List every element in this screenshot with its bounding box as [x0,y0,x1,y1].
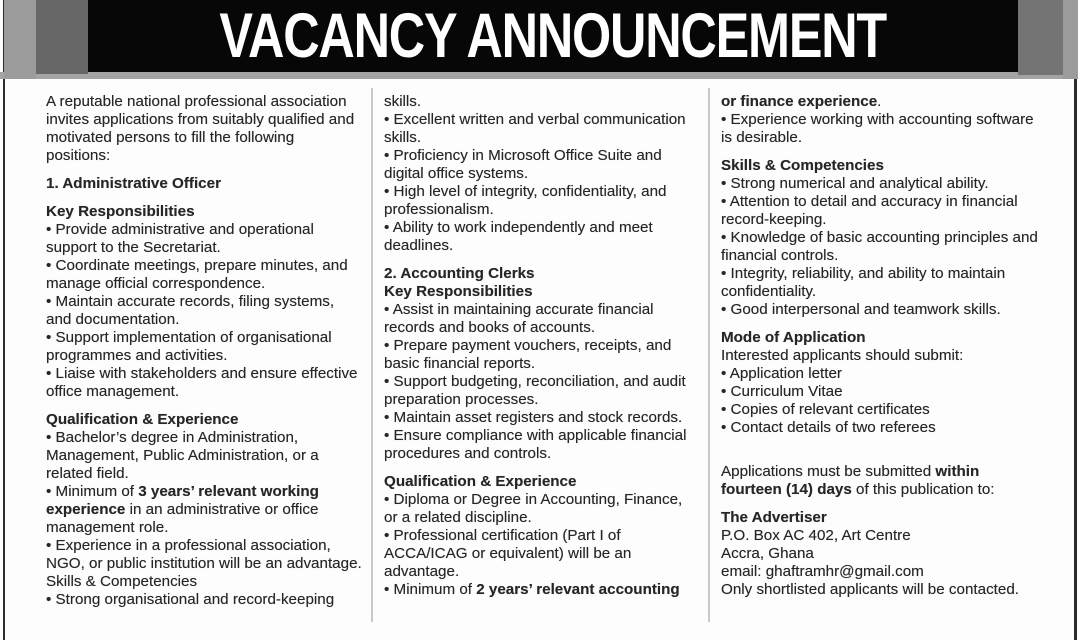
text-run: • Prepare payment vouchers, receipts, and basic financial reports. [384,337,672,372]
text-run: • Proficiency in Microsoft Office Suite and digital office systems. [384,147,662,182]
bullet-item [384,491,698,527]
bold-text-run: 2 years’ relevant accounting [476,581,680,598]
section-heading [721,509,1038,527]
column-1 [46,93,362,609]
paragraph-gap [384,255,698,265]
text-run: Qualification & Experience [384,473,577,490]
bullet-item [384,409,698,427]
section-heading [384,265,698,283]
text-run: The Advertiser [721,509,827,526]
text-run: Mode of Application [721,329,866,346]
bullet-item [46,591,362,609]
bullet-item [384,427,698,463]
bold-text-run: within fourteen (14) days [721,463,980,498]
bullet-item [384,581,698,599]
section-heading [721,157,1038,175]
bullet-item [46,221,362,257]
paragraph-gap [721,437,1038,463]
text-run: • Assist in maintaining accurate financial records and books of accounts. [384,301,654,336]
paragraph-gap [46,401,362,411]
text-run: • Minimum of [384,581,477,598]
text-run: • Experience in a professional association, NGO, or public institution will be an advantage. [46,537,362,572]
text-run: • Professional certification (Part I of ACCA/ICAG or equivalent) will be an advantage. [384,527,632,580]
bullet-item [46,293,362,329]
section-heading [384,283,698,301]
text-run: • Contact details of two referees [721,419,936,436]
right-edge-rule [1074,0,1077,640]
bullet-item [384,147,698,183]
text-run: • High level of integrity, confidentiality, and professionalism. [384,183,667,218]
text-run: • Ability to work independently and meet deadlines. [384,219,653,254]
text-run: • Bachelor’s degree in Administration, Management, Public Administration, or a related field. [46,429,319,482]
text-run: • Strong numerical and analytical ability. [721,175,989,192]
text-run: Interested applicants should submit: [721,347,964,364]
text-run: • Excellent written and verbal communication skills. [384,111,686,146]
text-run: skills. [384,93,422,110]
column-2 [384,93,698,599]
text-run: • Diploma or Degree in Accounting, Finance, or a related discipline. [384,491,683,526]
text-paragraph [384,93,698,111]
text-run: • Good interpersonal and teamwork skills. [721,301,1001,318]
paragraph-gap [46,165,362,175]
bullet-item [721,419,1038,437]
text-run: of this publication to: [851,481,995,498]
section-heading [46,175,362,193]
text-paragraph [46,93,362,165]
text-run: • Coordinate meetings, prepare minutes, and manage official correspondence. [46,257,348,292]
text-run: • Support budgeting, reconciliation, and audit preparation processes. [384,373,686,408]
text-paragraph [721,581,1038,599]
text-run: • Copies of relevant certificates [721,401,930,418]
text-run: in an administrative or office management role. [46,501,319,536]
banner-left-dark-strip [36,0,88,74]
bullet-item [721,265,1038,301]
text-run: Qualification & Experience [46,411,239,428]
bullet-item [46,257,362,293]
text-run: • Provide administrative and operational support to the Secretariat. [46,221,314,256]
section-heading [46,411,362,429]
header-banner [88,0,1018,72]
bullet-item [384,111,698,147]
banner-left-light-strip [4,0,36,79]
text-run: A reputable national professional association invites applications from suitably qualified and motivated persons to fill the following positions: [46,93,355,164]
text-run: Only shortlisted applicants will be contacted. [721,581,1019,598]
banner-right-light-strip [1063,0,1078,79]
text-run: 2. Accounting Clerks [384,265,535,282]
text-run: Key Responsibilities [46,203,195,220]
bullet-item [721,111,1038,147]
text-run: • Experience working with accounting software is desirable. [721,111,1034,146]
bullet-item [721,229,1038,265]
bullet-item [721,365,1038,383]
text-paragraph [721,527,1038,545]
page-title: VACANCY ANNOUNCEMENT [219,1,887,71]
text-paragraph [46,573,362,591]
text-run: • Integrity, reliability, and ability to maintain confidentiality. [721,265,1006,300]
bullet-item [384,219,698,255]
bullet-item [384,301,698,337]
text-run: • Attention to detail and accuracy in financial record-keeping. [721,193,1018,228]
text-run: • Knowledge of basic accounting principles and financial controls. [721,229,1038,264]
text-run: email: ghaftramhr@gmail.com [721,563,924,580]
text-run: • Application letter [721,365,842,382]
text-run: • Maintain asset registers and stock records. [384,409,683,426]
text-run: • Maintain accurate records, filing systems, and documentation. [46,293,335,328]
text-run: Skills & Competencies [721,157,884,174]
text-run: . [877,93,882,110]
bullet-item [721,401,1038,419]
banner-right-dark-strip [1018,0,1063,75]
paragraph-gap [46,193,362,203]
text-paragraph [721,93,1038,111]
section-heading [721,329,1038,347]
text-run: • Liaise with stakeholders and ensure effective office management. [46,365,358,400]
paragraph-gap [384,463,698,473]
paragraph-gap [721,319,1038,329]
bullet-item [46,365,362,401]
text-run: • Curriculum Vitae [721,383,843,400]
bullet-item [721,193,1038,229]
text-run: Key Responsibilities [384,283,533,300]
bullet-item [46,329,362,365]
bullet-item [721,301,1038,319]
banner-underline-strip [0,72,1078,79]
text-run: • Strong organisational and record-keeping [46,591,335,608]
bullet-item [384,527,698,581]
bullet-item [384,337,698,373]
bullet-item [721,383,1038,401]
bullet-item [46,429,362,483]
text-paragraph [721,563,1038,581]
text-run: Accra, Ghana [721,545,814,562]
section-heading [384,473,698,491]
text-run: • Minimum of [46,483,139,500]
text-run: P.O. Box AC 402, Art Centre [721,527,911,544]
bullet-item [384,183,698,219]
column-3 [721,93,1038,599]
bold-text-run: or finance experience [721,93,878,110]
text-paragraph [721,463,1038,499]
paragraph-gap [721,499,1038,509]
text-paragraph [721,545,1038,563]
paragraph-gap [721,147,1038,157]
bold-text-run: 3 years’ relevant working experience [46,483,319,518]
text-paragraph [721,347,1038,365]
text-run: Applications must be submitted [721,463,936,480]
left-edge-rule [3,0,5,640]
text-run: Skills & Competencies [46,573,198,590]
bullet-item [721,175,1038,193]
column-separator-1 [371,88,373,622]
text-run: • Support implementation of organisational programmes and activities. [46,329,332,364]
bullet-item [46,537,362,573]
bullet-item [46,483,362,537]
section-heading [46,203,362,221]
text-run: 1. Administrative Officer [46,175,221,192]
column-separator-2 [708,88,710,622]
bullet-item [384,373,698,409]
text-run: • Ensure compliance with applicable financial procedures and controls. [384,427,687,462]
